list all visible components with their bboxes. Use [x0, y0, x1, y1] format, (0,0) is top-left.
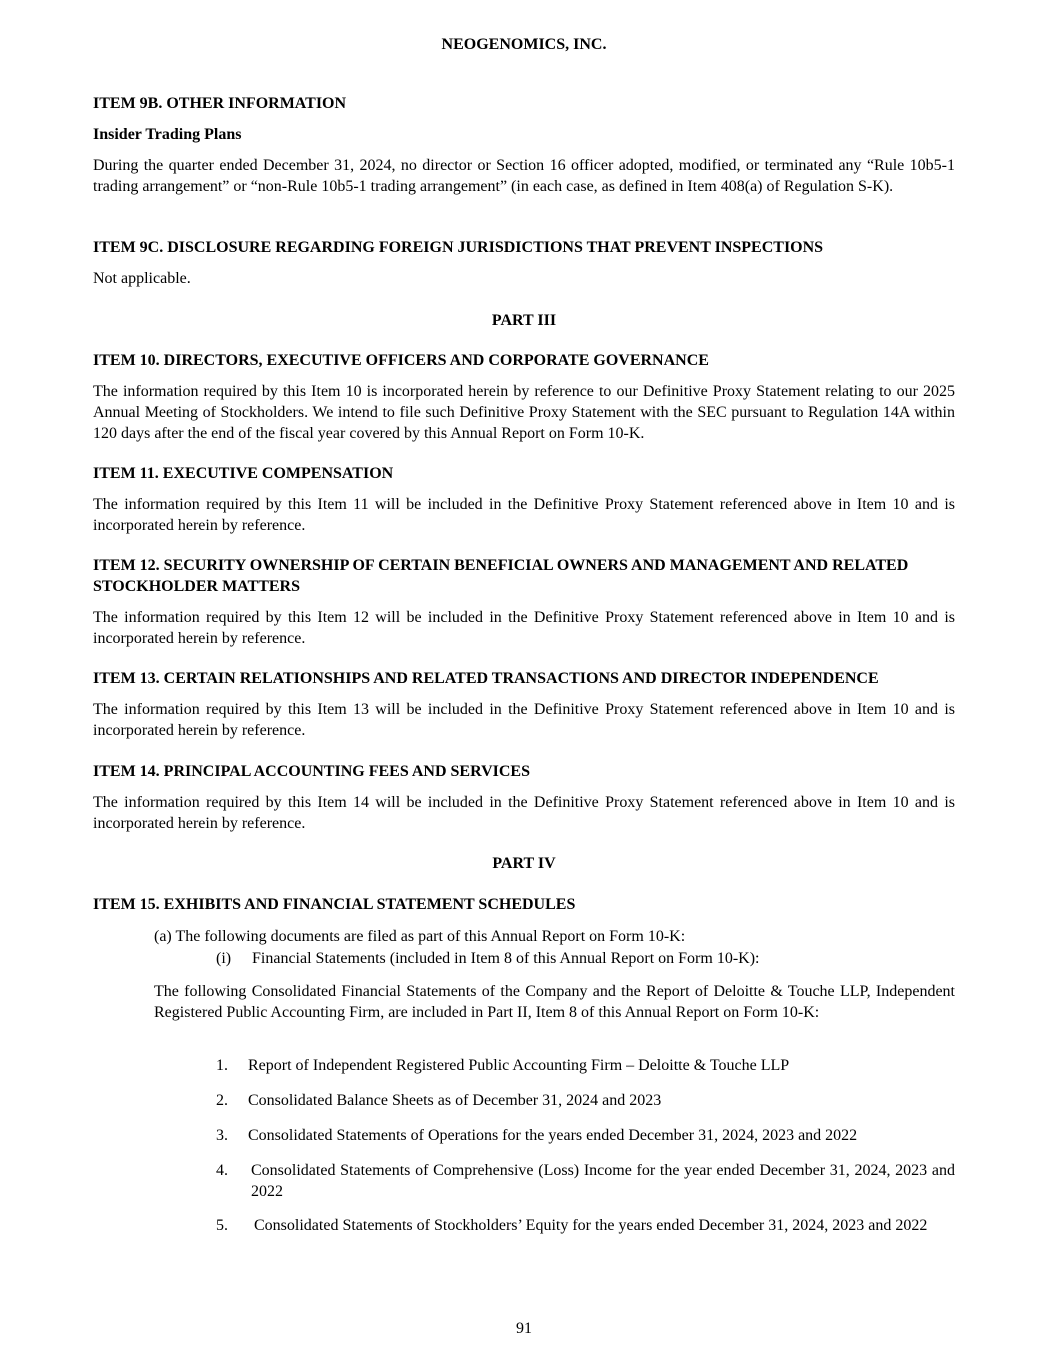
item-15-sub-i [216, 948, 759, 969]
list-item-number: 1. [216, 1057, 228, 1074]
list-item-text: Report of Independent Registered Public Accounting Firm – Deloitte & Touche LLP [248, 1057, 790, 1074]
sub-i-text: Financial Statements (included in Item 8 of this Annual Report on Form 10-K): [252, 950, 760, 967]
item-9b-heading: ITEM 9B. OTHER INFORMATION [93, 95, 347, 112]
list-item-number: 2. [216, 1092, 228, 1109]
company-header: NEOGENOMICS, INC. [441, 36, 607, 53]
item-15-paragraph: The following Consolidated Financial Statements of the Company and the Report of Deloitte & Touche LLP, Independent Registered Public Accounting Firm, are included in Part II, Item 8 of this Annual Report on Form 10-K: [154, 983, 955, 1021]
item-12-heading: ITEM 12. SECURITY OWNERSHIP OF CERTAIN BENEFICIAL OWNERS AND MANAGEMENT AND RELATED STOCKHOLDER MATTERS [93, 557, 909, 595]
list-item-text: Consolidated Balance Sheets as of December 31, 2024 and 2023 [248, 1092, 662, 1109]
part-iv-title: PART IV [492, 855, 556, 872]
part-iii-title: PART III [491, 312, 557, 329]
item-14-paragraph: The information required by this Item 14 will be included in the Definitive Proxy Statement referenced above in Item 10 and is incorporated herein by reference. [93, 794, 955, 832]
item-15-heading: ITEM 15. EXHIBITS AND FINANCIAL STATEMENT SCHEDULES [93, 896, 576, 913]
page-number: 91 [516, 1320, 532, 1337]
insider-trading-subheading: Insider Trading Plans [93, 126, 242, 143]
list-item-text: Consolidated Statements of Comprehensive (Loss) Income for the year ended December 31, 2024, 2023 and 2022 [251, 1162, 955, 1200]
item-12-paragraph: The information required by this Item 12 will be included in the Definitive Proxy Statement referenced above in Item 10 and is incorporated herein by reference. [93, 609, 955, 647]
list-item-number: 4. [216, 1162, 228, 1179]
item-13-paragraph: The information required by this Item 13 will be included in the Definitive Proxy Statement referenced above in Item 10 and is incorporated herein by reference. [93, 701, 955, 739]
item-9c-paragraph: Not applicable. [93, 270, 191, 287]
item-11-heading: ITEM 11. EXECUTIVE COMPENSATION [93, 465, 394, 482]
list-item-number: 3. [216, 1127, 228, 1144]
item-9c-heading: ITEM 9C. DISCLOSURE REGARDING FOREIGN JURISDICTIONS THAT PREVENT INSPECTIONS [93, 239, 824, 256]
sub-i-marker: (i) [216, 950, 232, 967]
item-15-sub-a: (a) The following documents are filed as part of this Annual Report on Form 10-K: [154, 928, 686, 945]
list-item-number: 5. [216, 1217, 228, 1234]
item-10-heading: ITEM 10. DIRECTORS, EXECUTIVE OFFICERS AND CORPORATE GOVERNANCE [93, 352, 709, 369]
list-item-text: Consolidated Statements of Operations for the years ended December 31, 2024, 2023 and 2022 [248, 1127, 858, 1144]
item-14-heading: ITEM 14. PRINCIPAL ACCOUNTING FEES AND SERVICES [93, 763, 530, 780]
item-10-paragraph: The information required by this Item 10 is incorporated herein by reference to our Definitive Proxy Statement relating to our 2025 Annual Meeting of Stockholders. We intend to file such Definitive Proxy Statement with the SEC pursuant to Regulation 14A within 120 days after the end of the fiscal year covered by this Annual Report on Form 10-K. [93, 383, 955, 442]
list-item-text: Consolidated Statements of Stockholders’ Equity for the years ended December 31, 2024, 2023 and 2022 [254, 1217, 928, 1234]
item-13-heading: ITEM 13. CERTAIN RELATIONSHIPS AND RELATED TRANSACTIONS AND DIRECTOR INDEPENDENCE [93, 670, 879, 687]
item-9b-paragraph: During the quarter ended December 31, 2024, no director or Section 16 officer adopted, modified, or terminated any “Rule 10b5-1 trading arrangement” or “non-Rule 10b5-1 trading arrangement” (in each case, as defined in Item 408(a) of Regulation S-K). [93, 157, 955, 195]
item-11-paragraph: The information required by this Item 11 will be included in the Definitive Proxy Statement referenced above in Item 10 and is incorporated herein by reference. [93, 496, 955, 534]
document-page [93, 0, 955, 1365]
